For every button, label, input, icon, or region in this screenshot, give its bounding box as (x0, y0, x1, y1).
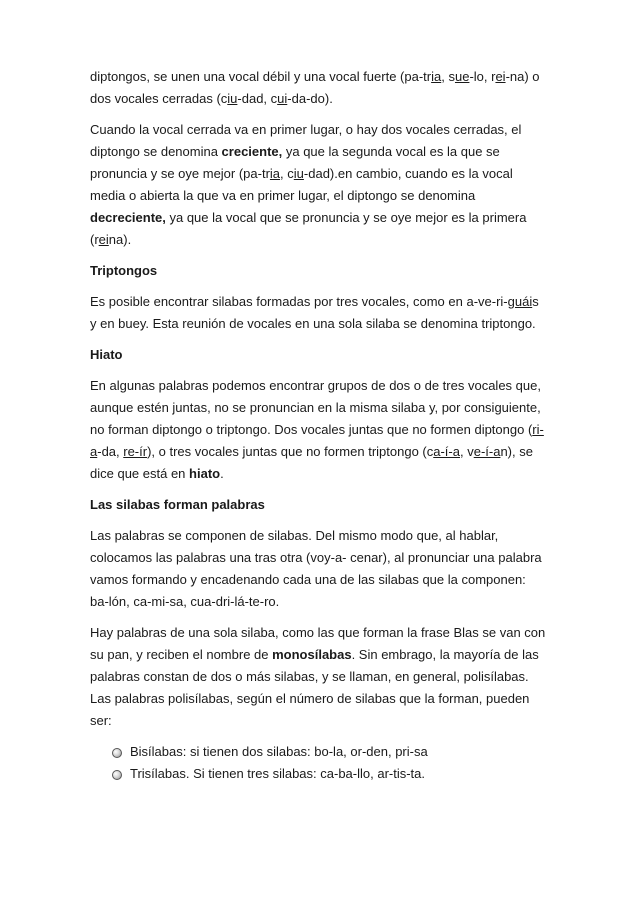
heading-triptongos: Triptongos (90, 263, 158, 278)
underlined-vowels: guái (507, 294, 533, 309)
underlined-vowels: ri-a (90, 422, 544, 459)
underlined-vowels: iu (227, 91, 238, 106)
bold-term-monosilabas: monosílabas (272, 647, 352, 662)
underlined-vowels: a-í-a (433, 444, 460, 459)
heading-silabas-forman-palabras: Las silabas forman palabras (90, 497, 265, 512)
bold-term-hiato: hiato (189, 466, 221, 481)
underlined-vowels: ei (98, 232, 109, 247)
paragraph-silabas: Las palabras se componen de silabas. Del mismo modo que, al hablar, colocamos las palabras una tras otra (voy-a- cenar), al pronunciar una palabra vamos formando y encadenando cada una de las silabas que la componen: ba-lón, ca-mi-sa, cua-dri-lá-te-ro. (90, 528, 542, 609)
paragraph-monosilabas: Hay palabras de una sola silaba, como las que forman la frase Blas se van con su pan, y reciben el nombre de monosílabas. Sin embrago, la mayoría de las palabras constan de dos o más silabas, y se llaman, en general, polisílabas. Las palabras polisílabas, según el número de silabas que la forman, pueden ser: (90, 625, 546, 728)
underlined-vowels: ue (454, 69, 470, 84)
paragraph-triptongos: Es posible encontrar silabas formadas por tres vocales, como en a-ve-ri-guáis y en buey. Esta reunión de vocales en una sola silaba se denomina triptongo. (90, 294, 539, 331)
bold-term-decreciente: decreciente, (90, 210, 166, 225)
underlined-vowels: ui (277, 91, 288, 106)
bold-term-creciente: creciente, (221, 144, 283, 159)
document-page (90, 66, 548, 785)
list-item: Bisílabas: si tienen dos silabas: bo-la, or-den, pri-sa (112, 741, 548, 763)
heading-hiato: Hiato (90, 347, 123, 362)
underlined-vowels: ia (269, 166, 281, 181)
list-item: Trisílabas. Si tienen tres silabas: ca-ba-llo, ar-tis-ta. (112, 763, 548, 785)
underlined-vowels: ia (431, 69, 442, 84)
paragraph-hiato: En algunas palabras podemos encontrar grupos de dos o de tres vocales que, aunque estén juntas, no se pronuncian en la misma silaba y, por consiguiente, no forman diptongo o triptongo. Dos vocales juntas que no formen diptongo (ri-a-da, re-ír), o tres vocales juntas que no formen triptongo (ca-í-a, ve-í-an), se dice que está en hiato. (90, 378, 544, 481)
underlined-vowels: iu (293, 166, 304, 181)
underlined-vowels: e-í-a (473, 444, 501, 459)
paragraph-creciente-decreciente: Cuando la vocal cerrada va en primer lugar, o hay dos vocales cerradas, el diptongo se denomina creciente, ya que la segunda vocal es la que se pronuncia y se oye mejor (pa-tria, ciu-dad).en cambio, cuando es la vocal media o abierta la que va en primer lugar, el diptongo se denomina decreciente, ya que la vocal que se pronuncia y se oye mejor es la primera (reina). (90, 122, 527, 247)
underlined-vowels: ei (495, 69, 506, 84)
underlined-vowels: re-ír (123, 444, 148, 459)
paragraph-diptongos-intro: diptongos, se unen una vocal débil y una vocal fuerte (pa-tria, sue-lo, rei-na) o dos vocales cerradas (ciu-dad, cui-da-do). (90, 69, 540, 106)
bullet-list (90, 741, 548, 785)
